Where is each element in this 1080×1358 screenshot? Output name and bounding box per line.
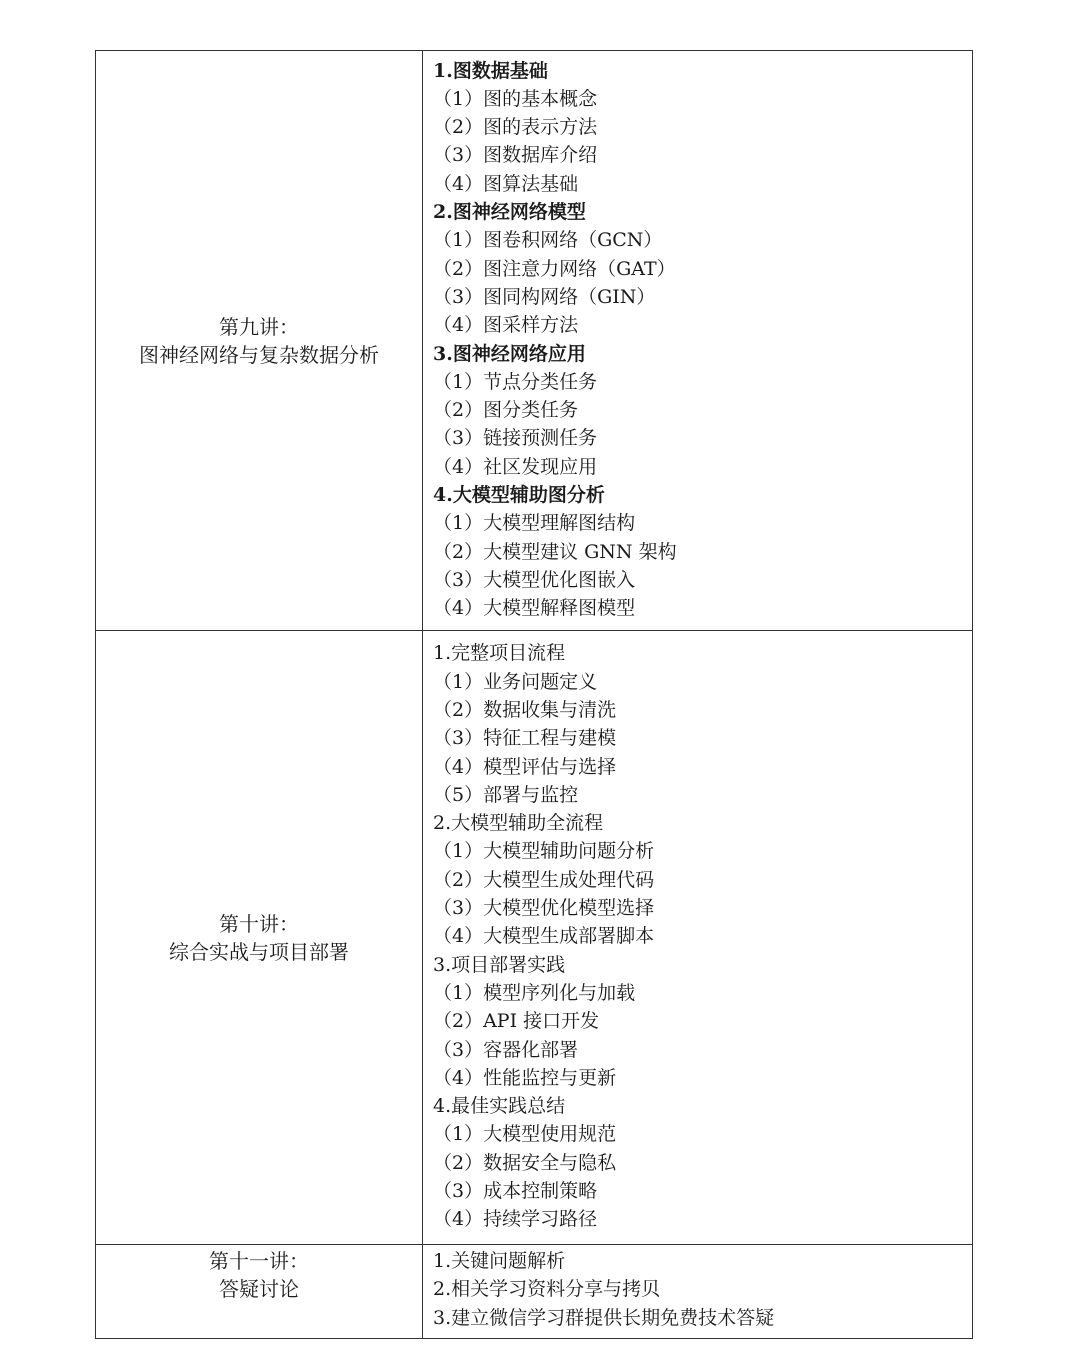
- table-row: [96, 631, 973, 1245]
- list-item: （1）业务问题定义: [433, 670, 598, 693]
- list-item: （3）成本控制策略: [433, 1180, 598, 1203]
- list-item: （3）特征工程与建模: [433, 727, 617, 750]
- list-item: 1.关键问题解析: [433, 1250, 566, 1272]
- table-row: [96, 1245, 973, 1339]
- list-item: （4）模型评估与选择: [433, 755, 617, 778]
- section-heading: 4.最佳实践总结: [433, 1095, 566, 1118]
- lecture-cell: [96, 1245, 423, 1339]
- list-item: （2）大模型生成处理代码: [433, 868, 655, 891]
- lecture-number: 第十一讲：: [209, 1249, 309, 1273]
- section-heading: 4.大模型辅助图分析: [433, 483, 605, 506]
- list-item: （1）模型序列化与加载: [433, 981, 636, 1004]
- list-item: （2）大模型建议 GNN 架构: [433, 540, 677, 563]
- lecture-title: 图神经网络与复杂数据分析: [139, 342, 379, 367]
- section-heading: 2.图神经网络模型: [433, 201, 586, 224]
- content-cell: [423, 1245, 973, 1339]
- list-item: （4）大模型解释图模型: [433, 597, 636, 620]
- list-item: （3）大模型优化模型选择: [433, 897, 655, 920]
- lecture-number: 第十讲：: [219, 911, 299, 936]
- list-item: （2）数据安全与隐私: [433, 1151, 617, 1174]
- list-item: 2.相关学习资料分享与拷贝: [433, 1278, 661, 1301]
- list-item: （4）持续学习路径: [433, 1208, 598, 1231]
- list-item: （3）链接预测任务: [433, 427, 598, 450]
- list-item: （2）数据收集与清洗: [433, 698, 617, 721]
- lecture-title: 综合实战与项目部署: [169, 939, 349, 964]
- list-item: （3）图数据库介绍: [433, 144, 598, 167]
- section-heading: 1.完整项目流程: [433, 642, 566, 665]
- list-item: （3）图同构网络（GIN）: [433, 285, 656, 308]
- content-cell: [423, 631, 973, 1245]
- list-item: （4）图算法基础: [433, 172, 579, 195]
- list-item: （3）大模型优化图嵌入: [433, 568, 636, 591]
- list-item: （4）性能监控与更新: [433, 1066, 617, 1089]
- section-heading: 2.大模型辅助全流程: [433, 812, 604, 835]
- lecture-title: 答疑讨论: [219, 1277, 299, 1301]
- list-item: （2）图注意力网络（GAT）: [433, 257, 676, 280]
- list-item: （2）API 接口开发: [433, 1010, 600, 1033]
- syllabus-table: [95, 50, 973, 1339]
- list-item: （1）大模型使用规范: [433, 1123, 617, 1146]
- lecture-cell: [96, 631, 423, 1245]
- lecture-number: 第九讲：: [219, 314, 299, 339]
- content-cell: [423, 51, 973, 631]
- list-item: （4）图采样方法: [433, 314, 579, 337]
- list-item: （1）图卷积网络（GCN）: [433, 229, 663, 252]
- table-row: [96, 51, 973, 631]
- list-item: （2）图分类任务: [433, 399, 579, 422]
- list-item: （1）图的基本概念: [433, 87, 598, 110]
- list-item: 3.建立微信学习群提供长期免费技术答疑: [433, 1306, 775, 1329]
- list-item: （5）部署与监控: [433, 783, 579, 806]
- list-item: （4）社区发现应用: [433, 455, 598, 478]
- section-heading: 3.图神经网络应用: [433, 342, 586, 365]
- section-heading: 1.图数据基础: [433, 59, 548, 82]
- list-item: （4）大模型生成部署脚本: [433, 925, 655, 948]
- lecture-cell: [96, 51, 423, 631]
- list-item: （1）大模型辅助问题分析: [433, 840, 655, 863]
- list-item: （2）图的表示方法: [433, 116, 598, 139]
- list-item: （1）大模型理解图结构: [433, 512, 636, 535]
- list-item: （3）容器化部署: [433, 1038, 579, 1061]
- list-item: （1）节点分类任务: [433, 370, 598, 393]
- section-heading: 3.项目部署实践: [433, 953, 566, 976]
